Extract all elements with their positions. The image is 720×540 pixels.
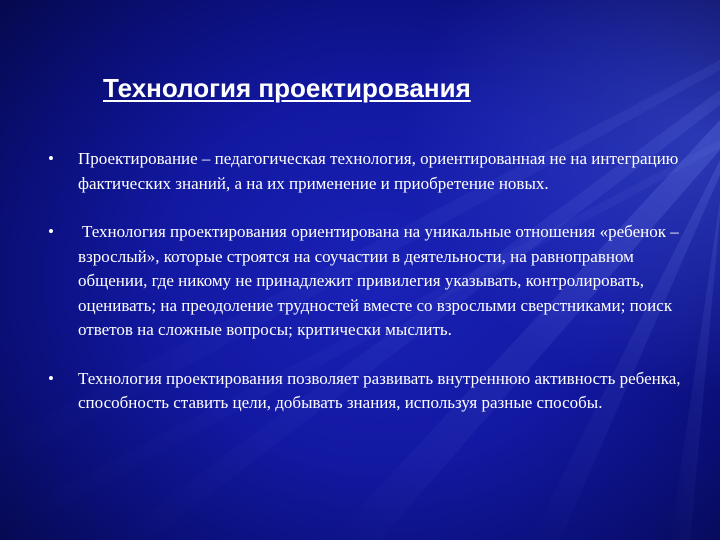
bullet-item [0,147,698,196]
bullet-text: Проектирование – педагогическая технология, ориентированная не на интеграцию фактических знаний, а на их применение и приобретение новых. [78,149,679,193]
bullet-marker: • [48,222,54,241]
bullet-text: Технология проектирования ориентирована на уникальные отношения «ребенок – взрослый», которые строятся на соучастии в деятельности, на равноправном общении, где никому не принадлежит привилегия указывать, контролировать, оценивать; на преодоление трудностей вместе со взрослыми сверстниками; поиск ответов на сложные вопросы; критически мыслить. [78,222,679,339]
bullet-item [0,367,698,416]
bullet-list [0,147,698,440]
bullet-item [0,220,698,343]
bullet-text: Технология проектирования позволяет развивать внутреннюю активность ребенка, способность ставить цели, добывать знания, используя разные способы. [78,368,681,412]
slide-title: Технология проектирования [103,73,471,103]
bullet-marker: • [48,368,54,388]
bullet-marker: • [48,149,54,168]
